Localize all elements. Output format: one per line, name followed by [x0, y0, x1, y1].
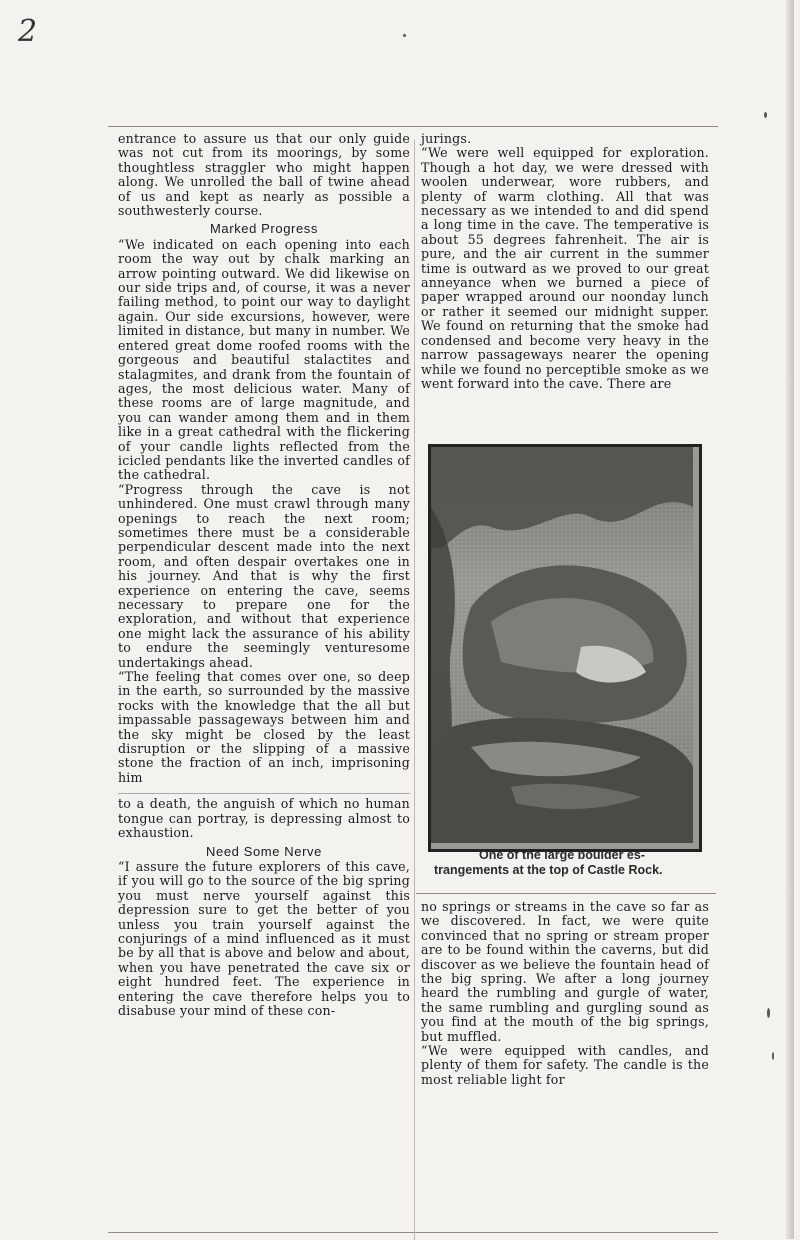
section-heading-marked-progress: Marked Progress	[210, 221, 318, 237]
scan-speck	[403, 34, 406, 37]
paragraph: “The feeling that comes over one, so deep in the earth, so surrounded by the massive rocks with the knowledge that the all but impassable passageways between him and the sky might be closed by the least disruption or the slipping of a massive stone the fraction of an inch, imprisoning him	[118, 669, 410, 785]
paragraph: “Progress through the cave is not unhindered. One must crawl through many openings to reach the next room; sometimes there must be a considerable perpendicular descent made into the next room, and often despair overtakes one in his journey. And that is why the first experience on entering the cave, seems necessary to prepare one for the exploration, and without that experience one might lack the assurance of his ability to endure the seemingly venturesome undertakings ahead.	[118, 481, 410, 670]
column-divider	[414, 140, 415, 1240]
paragraph: entrance to assure us that our only guide was not cut from its moorings, by some thoughtless straggler who might happen along. We unrolled the ball of twine ahead of us and kept as nearly as possible a southwesterly course.	[118, 131, 410, 219]
right-column-bottom	[421, 900, 709, 1087]
paragraph: jurings.	[421, 131, 472, 146]
page-number: 2	[18, 14, 38, 49]
paragraph: “We indicated on each opening into each room the way out by chalk marking an arrow pointing outward. We did likewise on our side trips and, of course, it was a never failing method, to point our way to daylight again. Our side excursions, however, were limited in distance, but many in number. We entered great dome roofed rooms with the gorgeous and beautiful stalactites and stalagmites, and drank from the fountain of ages, the most delicious water. Many of these rooms are of large magnitude, and you can wander among them and in them like in a great cathedral with the flickering of your candle lights reflected from the icicled pendants like the inverted candles of the cathedral.	[118, 236, 410, 483]
right-column-top	[421, 132, 709, 391]
caption-line: trangements at the top of Castle Rock.	[434, 863, 663, 877]
page-edge	[786, 0, 794, 1239]
section-heading-need-some-nerve: Need Some Nerve	[206, 843, 322, 859]
scan-speck	[767, 1008, 770, 1018]
caption-line: One of the large boulder es-	[479, 848, 645, 862]
clipping-top-border	[108, 126, 718, 127]
scan-speck	[772, 1052, 774, 1060]
clipping-bottom-border	[108, 1232, 718, 1233]
scan-speck	[764, 112, 767, 118]
paragraph: to a death, the anguish of which no human tongue can portray, is depressing almost to exhaustion.	[118, 796, 410, 841]
boulder-photo-image	[431, 447, 693, 843]
paragraph: no springs or streams in the cave so far as we discovered. In fact, we were quite convinced that no spring or stream proper are to be found within the caverns, but did discover as we believe the fountain head of the big spring. We after a long journey heard the rumbling and gurgle of water, the same rumbling and gurgling sound as you find at the mouth of the big springs, but muffled.	[421, 899, 709, 1044]
paragraph: “We were well equipped for exploration. Though a hot day, we were dressed with woolen underwear, wore rubbers, and plenty of warm clothing. All that was necessary as we intended to and did spend a long time in the cave. The temperative is about 55 degrees fahrenheit. The air is pure, and the air current in the summer time is outward as we proved to our great anneyance when we burned a piece of paper wrapped around our noonday lunch or rather it seemed our midnight supper. We found on returning that the smoke had condensed and become very heavy in the narrow passageways nearer the opening while we found no perceptible smoke as we went forward into the cave. There are	[421, 145, 709, 391]
clipping-seam	[118, 785, 410, 794]
paragraph: “We were equipped with candles, and plenty of them for safety. The candle is the most reliable light for	[421, 1043, 709, 1087]
boulder-photograph	[428, 444, 702, 852]
paragraph: “I assure the future explorers of this cave, if you will go to the source of the big spring you must nerve yourself against this depression sure to get the better of you unless you train yourself against the conjurings of a mind influenced as it must be by all that is above and below and about, when you have penetrated the cave six or eight hundred feet. The experience in entering the cave therefore helps you to disabuse your mind of these con-	[118, 858, 410, 1018]
left-column	[118, 132, 410, 1018]
clipping-seam-right	[416, 893, 716, 894]
photo-caption	[428, 848, 696, 878]
